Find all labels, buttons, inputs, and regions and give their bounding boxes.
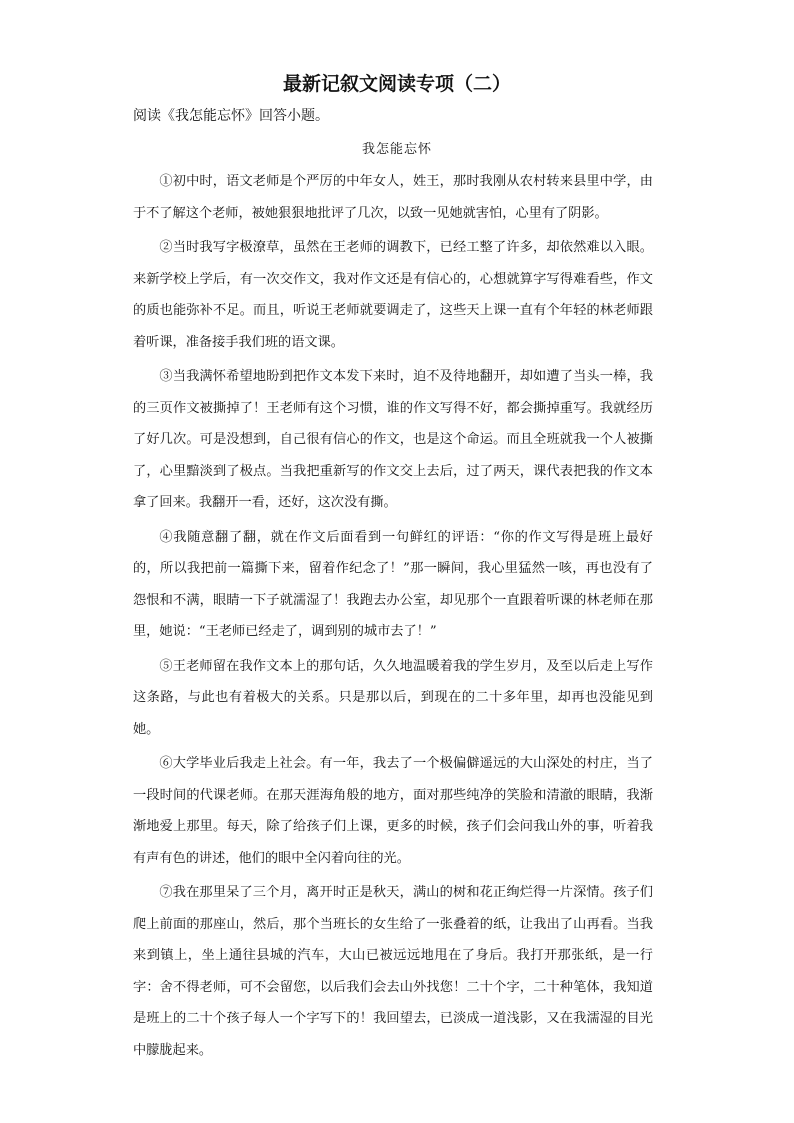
paragraph: ④我随意翻了翻，就在作文后面看到一句鲜红的评语：“你的作文写得是班上最好的，所以我把前一篇撕下来，留着作纪念了！”那一瞬间，我心里猛然一咳，再也没有了怨恨和不满，眼睛一下子就濡湿了！我跑去办公室，却见那个一直跟着听课的林老师在那里，她说：“王老师已经走了，调到别的城市去了！” (133, 529, 653, 639)
paragraph: ⑤王老师留在我作文本上的那句话，久久地温暖着我的学生岁月，及至以后走上写作这条路，与此也有着极大的关系。只是那以后，到现在的二十多年里，却再也没能见到她。 (133, 658, 653, 737)
paragraph: ⑦我在那里呆了三个月，离开时正是秋天，满山的树和花正绚烂得一片深情。孩子们爬上前面的那座山，然后，那个当班长的女生给了一张叠着的纸，让我出了山再看。当我来到镇上，坐上通往县城的汽车，大山已被远远地甩在了身后。我打开那张纸，是一行字：舍不得老师，可不会留您，以后我们会去山外找您！二十个字，二十种笔体，我知道是班上的二十个孩子每人一个字写下的！我回望去，已淡成一道浅影，又在我濡湿的目光中朦胧起来。 (133, 885, 653, 1058)
reading-instruction: 阅读《我怎能忘怀》回答小题。 (133, 108, 329, 124)
paragraph: ③当我满怀希望地盼到把作文本发下来时，迫不及待地翻开，却如遭了当头一棒，我的三页作文被撕掉了！王老师有这个习惯，谁的作文写得不好，都会撕掉重写。我就经历了好几次。可是没想到，自己很有信心的作文，也是这个命运。而且全班就我一个人被撕了，心里黯淡到了极点。当我把重新写的作文交上去后，过了两天，课代表把我的作文本拿了回来。我翻开一看，还好，这次没有撕。 (133, 369, 653, 510)
paragraph: ②当时我写字极潦草，虽然在王老师的调教下，已经工整了许多，却依然难以入眼。来新学校上学后，有一次交作文，我对作文还是有信心的，心想就算字写得难看些，作文的质也能弥补不足。而且，听说王老师就要调走了，这些天上课一直有个年轻的林老师跟着听课，准备接手我们班的语文课。 (133, 240, 653, 350)
article-body (133, 166, 653, 1069)
article-title: 我怎能忘怀 (361, 142, 432, 157)
paragraph: ①初中时，语文老师是个严厉的中年女人，姓王，那时我刚从农村转来县里中学，由于不了解这个老师，被她狠狠地批评了几次，以致一见她就害怕，心里有了阴影。 (133, 174, 653, 221)
paragraph: ⑥大学毕业后我走上社会。有一年，我去了一个极偏僻遥远的大山深处的村庄，当了一段时间的代课老师。在那天涯海角般的地方，面对那些纯净的笑脸和清澈的眼睛，我渐渐地爱上那里。每天，除了给孩子们上课，更多的时候，孩子们会问我山外的事，听着我有声有色的讲述，他们的眼中全闪着向往的光。 (133, 756, 653, 866)
document-title: 最新记叙文阅读专项（二） (282, 73, 511, 95)
